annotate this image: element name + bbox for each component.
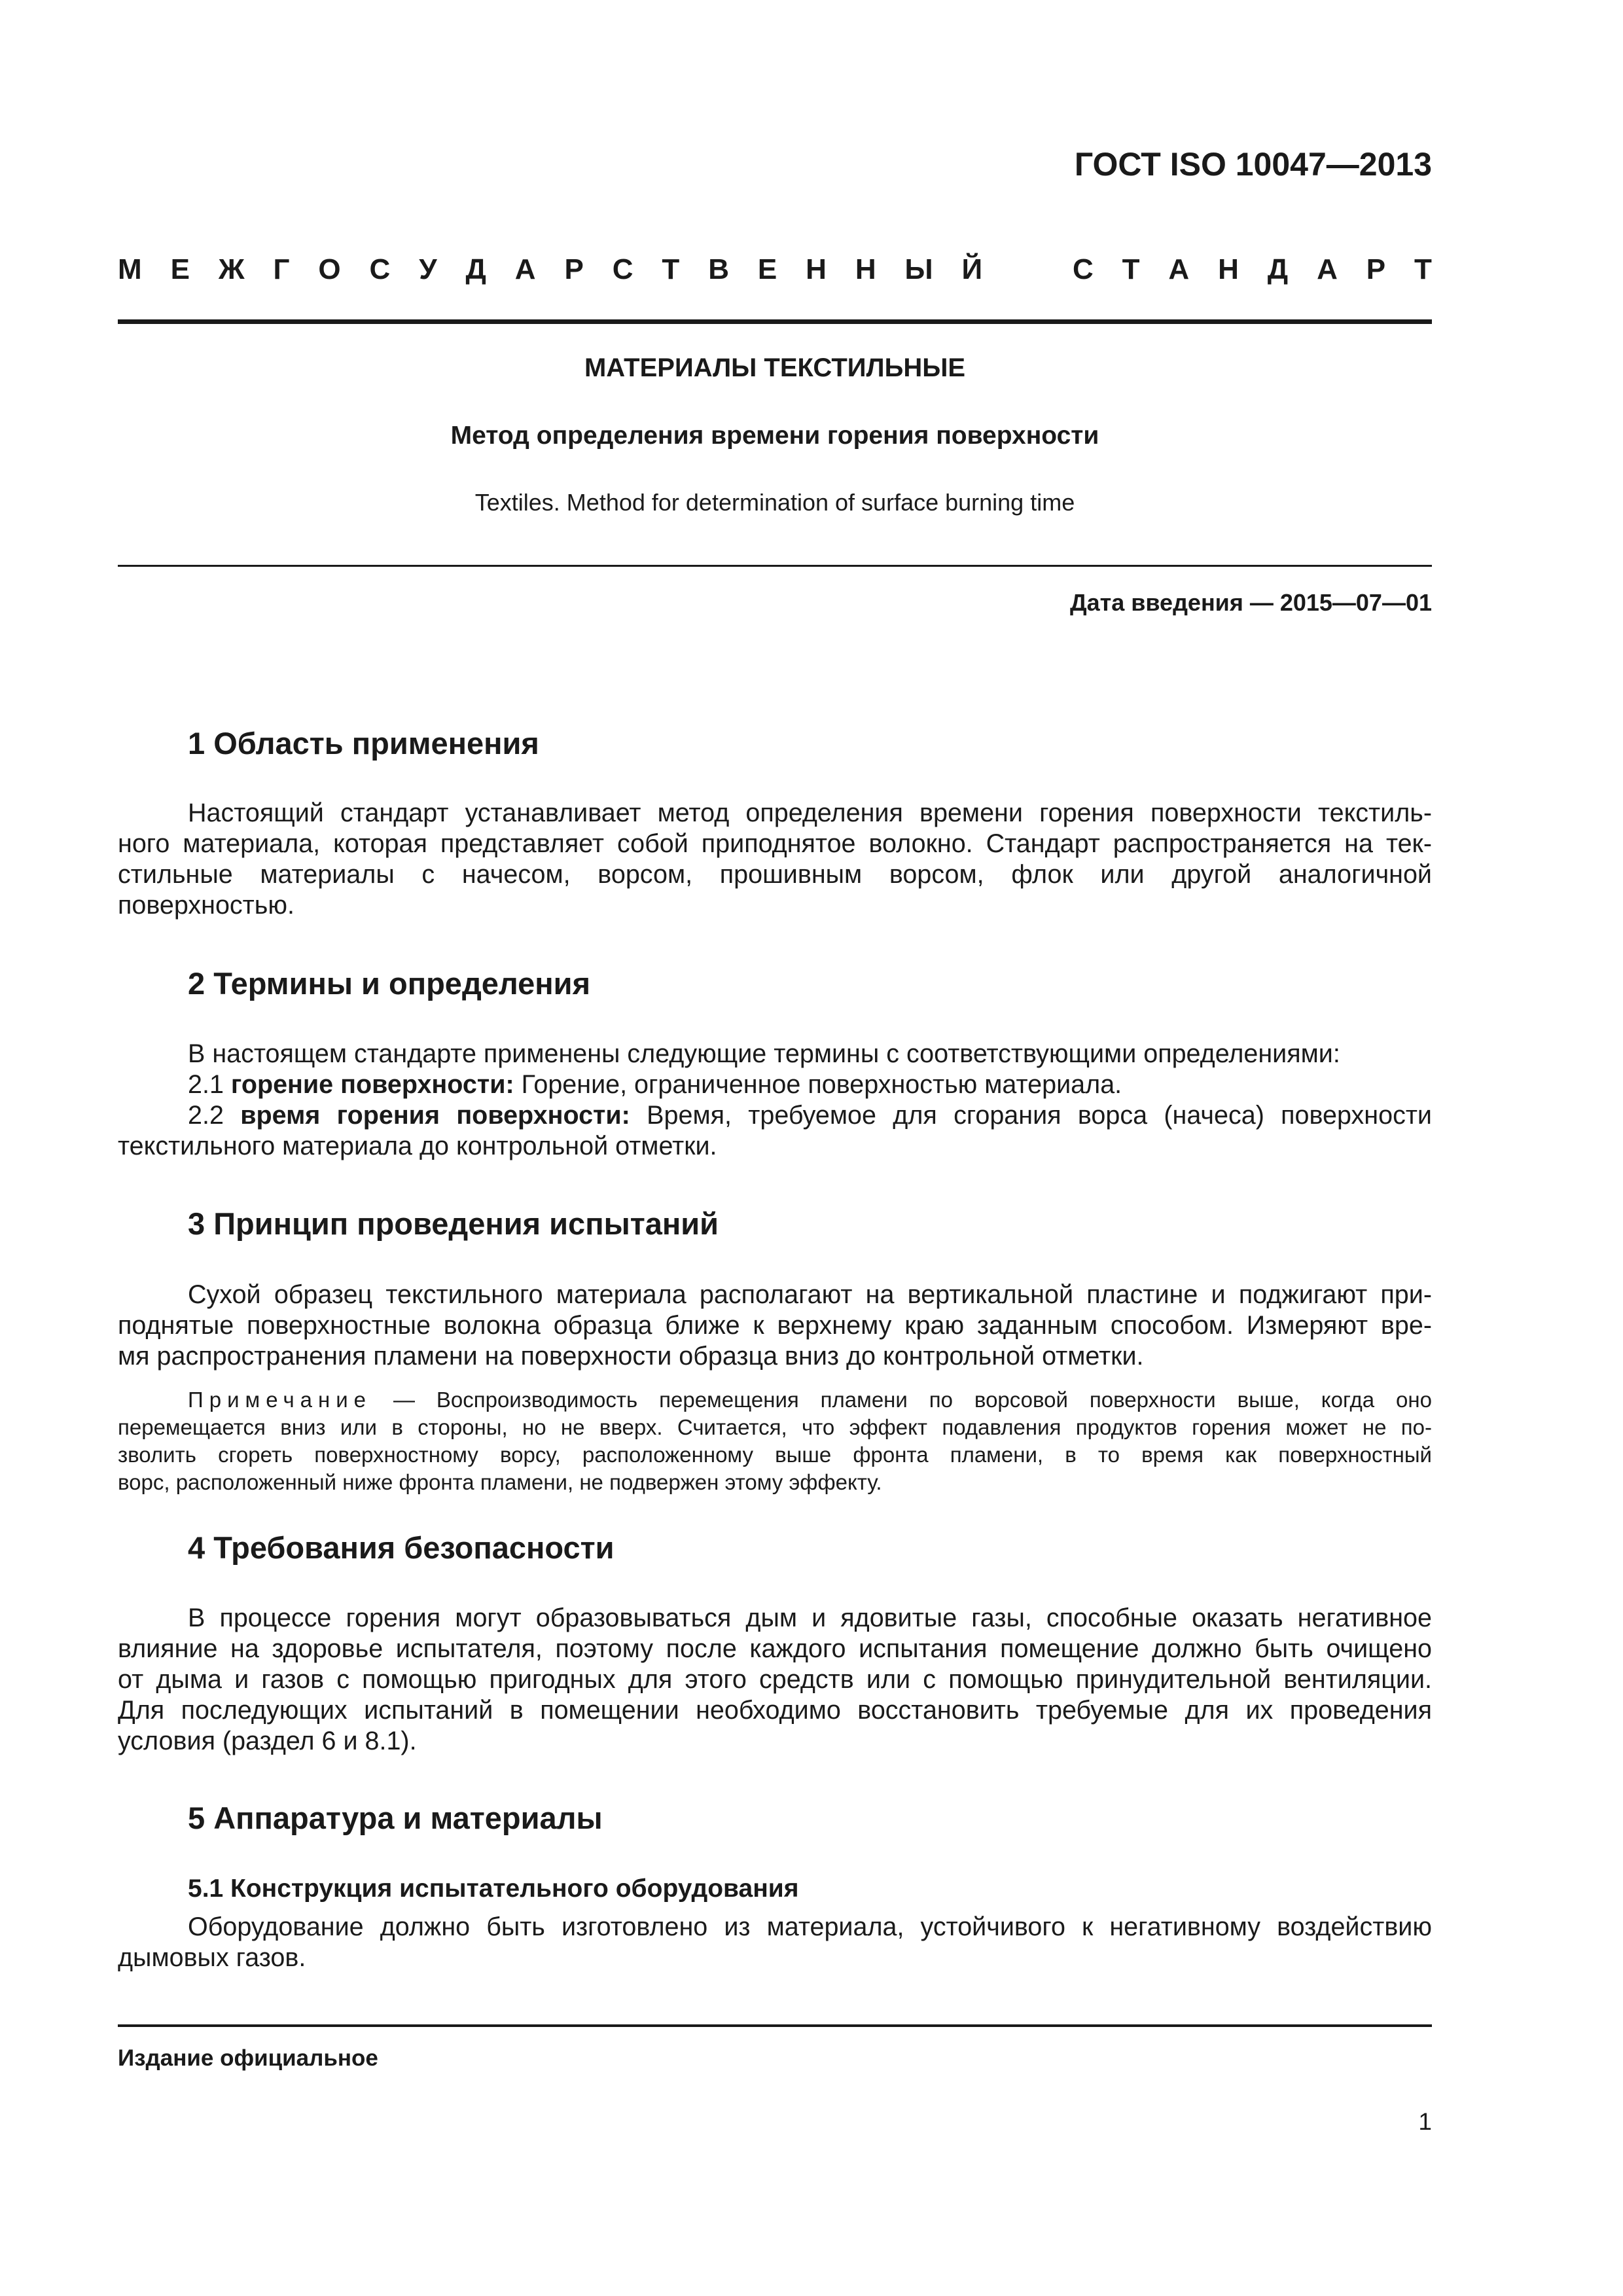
- paragraph-line: В настоящем стандарте применены следующие термины с соответствующими определениями:: [188, 1039, 1340, 1068]
- kind-letter: С: [1072, 253, 1094, 285]
- kind-letter: Ж: [218, 253, 245, 285]
- paragraph-line: В процессе горения могут образовываться дым и ядовитые газы, способные оказать негативное: [188, 1604, 1432, 1632]
- paragraph-line: Для последующих испытаний в помещении необходимо восстановить требуемые для их проведения: [118, 1696, 1432, 1725]
- note-text: — Воспроизводимость перемещения пламени по ворсовой поверхности выше, когда оно: [372, 1388, 1432, 1412]
- paragraph-line: поверхностью.: [118, 891, 294, 920]
- kind-letter: Е: [170, 253, 190, 285]
- term-text: Горение, ограниченное поверхностью материала.: [514, 1070, 1122, 1099]
- paragraph-line: ного материала, которая представляет собой приподнятое волокно. Стандарт распространяется на тек-: [118, 829, 1432, 858]
- kind-letter: М: [118, 253, 142, 285]
- paragraph-line: условия (раздел 6 и 8.1).: [118, 1727, 417, 1755]
- section-heading-terms: 2 Термины и определения: [188, 966, 590, 1001]
- kind-letter: Е: [757, 253, 777, 285]
- kind-letter: Н: [855, 253, 876, 285]
- paragraph-line: от дыма и газов с помощью пригодных для этого средств или с помощью принудительной вентиляции.: [118, 1665, 1432, 1694]
- official-edition-label: Издание официальное: [118, 2045, 378, 2071]
- word-gap: [1011, 253, 1044, 286]
- term-name: горение поверхности:: [230, 1070, 514, 1099]
- kind-letter: Д: [1267, 253, 1289, 285]
- kind-letter: С: [369, 253, 391, 285]
- section-heading-scope: 1 Область применения: [188, 726, 539, 761]
- paragraph-line: Оборудование должно быть изготовлено из материала, устойчивого к негативному воздействию: [188, 1912, 1432, 1941]
- kind-letter: Т: [1414, 253, 1432, 285]
- term-text: Время, требуемое для сгорания ворса (начеса) поверхности: [630, 1101, 1432, 1130]
- kind-letter: О: [318, 253, 341, 285]
- kind-letter: А: [514, 253, 536, 285]
- kind-letter: А: [1168, 253, 1190, 285]
- section-heading-principle: 3 Принцип проведения испытаний: [188, 1206, 719, 1241]
- kind-letter: Й: [961, 253, 983, 285]
- kind-letter: Г: [273, 253, 290, 285]
- title-rule: [118, 565, 1432, 567]
- kind-letter: Н: [806, 253, 827, 285]
- paragraph-line: Сухой образец текстильного материала располагают на вертикальной пластине и поджигают при-: [188, 1280, 1432, 1309]
- kind-letter: Т: [662, 253, 680, 285]
- paragraph-line: текстильного материала до контрольной отметки.: [118, 1132, 717, 1160]
- kind-letter: В: [708, 253, 729, 285]
- term-definition: [188, 1100, 1432, 1131]
- paragraph-line: Настоящий стандарт устанавливает метод определения времени горения поверхности текстиль-: [188, 798, 1432, 827]
- footer-rule: [118, 2024, 1432, 2027]
- term-number: 2.1: [188, 1070, 231, 1099]
- note-line: [188, 1386, 1432, 1414]
- kind-letter: Р: [564, 253, 584, 285]
- standard-designation: ГОСТ ISO 10047—2013: [1074, 146, 1432, 183]
- note-line: перемещается вниз или в стороны, но не вверх. Считается, что эффект подавления продуктов горения может не по-: [118, 1415, 1432, 1439]
- note-line: ворс, расположенный ниже фронта пламени, не подвержен этому эффекту.: [118, 1470, 882, 1494]
- document-title-english: Textiles. Method for determination of surface burning time: [474, 489, 1075, 516]
- introduction-date: Дата введения — 2015—07—01: [1069, 589, 1432, 616]
- kind-letter: А: [1317, 253, 1338, 285]
- kind-letter: У: [419, 253, 437, 285]
- header-rule: [118, 319, 1432, 324]
- document-subtitle: Метод определения времени горения поверхности: [450, 422, 1099, 450]
- section-heading-safety: 4 Требования безопасности: [188, 1530, 615, 1565]
- paragraph-line: мя распространения пламени на поверхности образца вниз до контрольной отметки.: [118, 1342, 1144, 1371]
- paragraph-line: дымовых газов.: [118, 1943, 306, 1972]
- kind-letter: Т: [1122, 253, 1140, 285]
- section-heading-apparatus: 5 Аппаратура и материалы: [188, 1801, 603, 1835]
- page-number: 1: [1418, 2108, 1432, 2135]
- note-label: Примечание: [188, 1388, 372, 1412]
- kind-letter: Ы: [904, 253, 933, 285]
- term-definition: [188, 1069, 1432, 1100]
- kind-letter: Д: [465, 253, 486, 285]
- standard-kind-label: [118, 253, 1432, 286]
- kind-letter: С: [612, 253, 633, 285]
- term-number: 2.2: [188, 1101, 241, 1130]
- note-line: зволить сгореть поверхностному ворсу, расположенному выше фронта пламени, в то время как поверхностный: [118, 1443, 1432, 1467]
- document-title: МАТЕРИАЛЫ ТЕКСТИЛЬНЫЕ: [584, 353, 966, 382]
- paragraph-line: стильные материалы с начесом, ворсом, прошивным ворсом, флок или другой аналогичной: [118, 860, 1432, 889]
- kind-letter: Н: [1218, 253, 1239, 285]
- paragraph-line: поднятые поверхностные волокна образца ближе к верхнему краю заданным способом. Измеряют вре-: [118, 1311, 1432, 1340]
- paragraph-line: влияние на здоровье испытателя, поэтому после каждого испытания помещение должно быть очищено: [118, 1634, 1432, 1663]
- kind-letter: Р: [1366, 253, 1386, 285]
- subsection-heading: 5.1 Конструкция испытательного оборудования: [188, 1874, 799, 1903]
- term-name: время горения поверхности:: [240, 1101, 630, 1130]
